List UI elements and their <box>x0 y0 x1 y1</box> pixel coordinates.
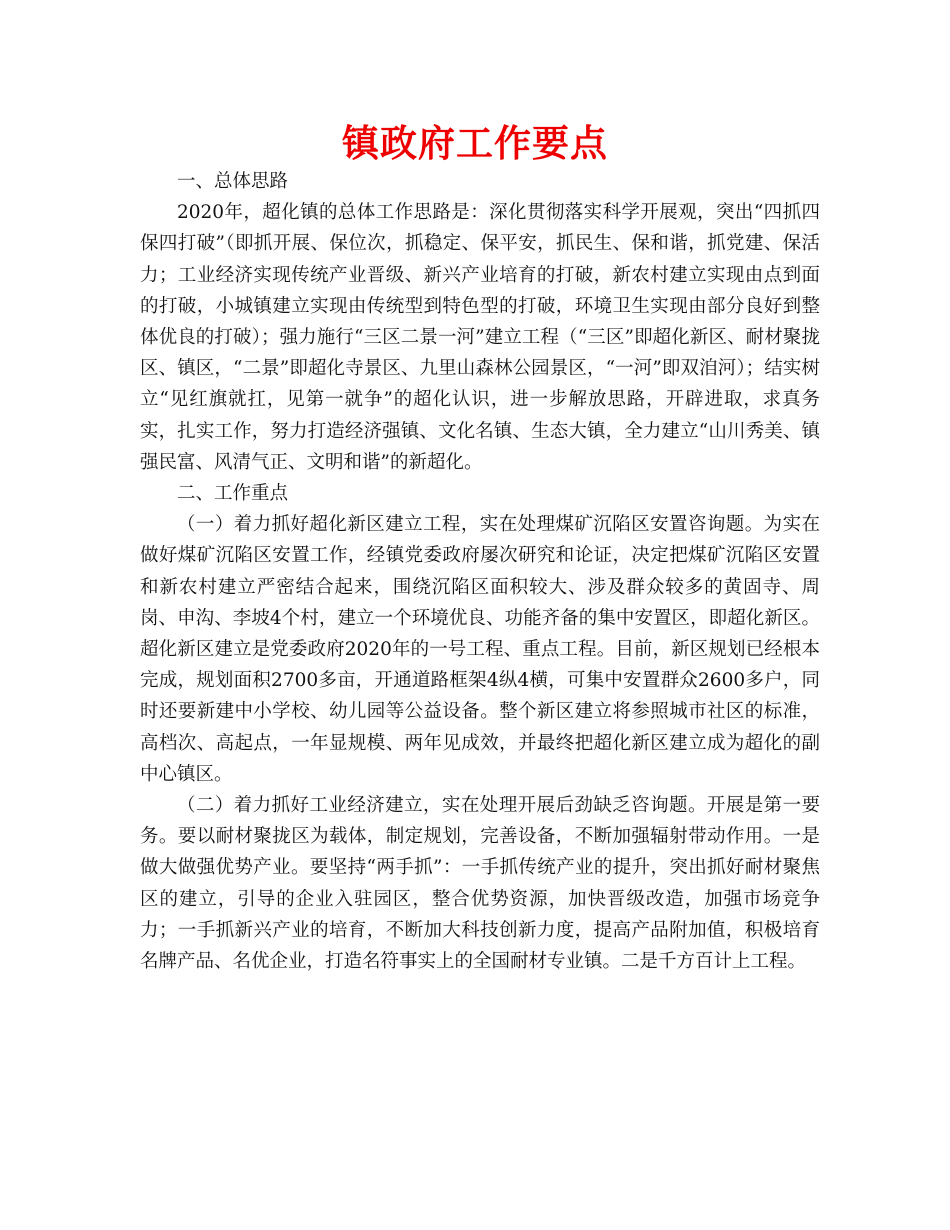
body-paragraph: （二）着力抓好工业经济建立，实在处理开展后劲缺乏咨询题。开展是第一要务。要以耐材聚拢区为载体，制定规划，完善设备，不断加强辐射带动作用。一是做大做强优势产业。要坚持“两手抓”：一手抓传统产业的提升，突出抓好耐材聚焦区的建立，引导的企业入驻园区，整合优势资源，加快晋级改造，加强市场竞争力；一手抓新兴产业的培育，不断加大科技创新力度，提高产品附加值，积极培育名牌产品、名优企业，打造名符事实上的全国耐材专业镇。二是千方百计上工程。 <box>140 795 820 973</box>
body-paragraph: （一）着力抓好超化新区建立工程，实在处理煤矿沉陷区安置咨询题。为实在做好煤矿沉陷区安置工作，经镇党委政府屡次研究和论证，决定把煤矿沉陷区安置和新农村建立严密结合起来，围绕沉陷区面积较大、涉及群众较多的黄固寺、周岗、申沟、李坡4个村，建立一个环境优良、功能齐备的集中安置区，即超化新区。超化新区建立是党委政府2020年的一号工程、重点工程。目前，新区规划已经根本完成，规划面积2700多亩，开通道路框架4纵4横，可集中安置群众2600多户，同时还要新建中小学校、幼儿园等公益设备。整个新区建立将参照城市社区的标准，高档次、高起点，一年显规模、两年见成效，并最终把超化新区建立成为超化的副中心镇区。 <box>140 514 820 785</box>
section-heading: 一、总体思路 <box>177 171 289 192</box>
document-body <box>140 166 820 977</box>
document-title: 镇政府工作要点 <box>342 122 608 165</box>
body-paragraph: 2020年，超化镇的总体工作思路是：深化贯彻落实科学开展观，突出“四抓四保四打破”（即抓开展、保位次，抓稳定、保平安，抓民生、保和谐，抓党建、保活力；工业经济实现传统产业晋级、新兴产业培育的打破，新农村建立实现由点到面的打破，小城镇建立实现由传统型到特色型的打破，环境卫生实现由部分良好到整体优良的打破）；强力施行“三区二景一河”建立工程（“三区”即超化新区、耐材聚拢区、镇区，“二景”即超化寺景区、九里山森林公园景区，“一河”即双洎河）；结实树立“见红旗就扛，见第一就争”的超化认识，进一步解放思路，开辟进取，求真务实，扎实工作，努力打造经济强镇、文化名镇、生态大镇，全力建立“山川秀美、镇强民富、风清气正、文明和谐”的新超化。 <box>140 202 820 473</box>
section-heading: 二、工作重点 <box>177 483 289 505</box>
